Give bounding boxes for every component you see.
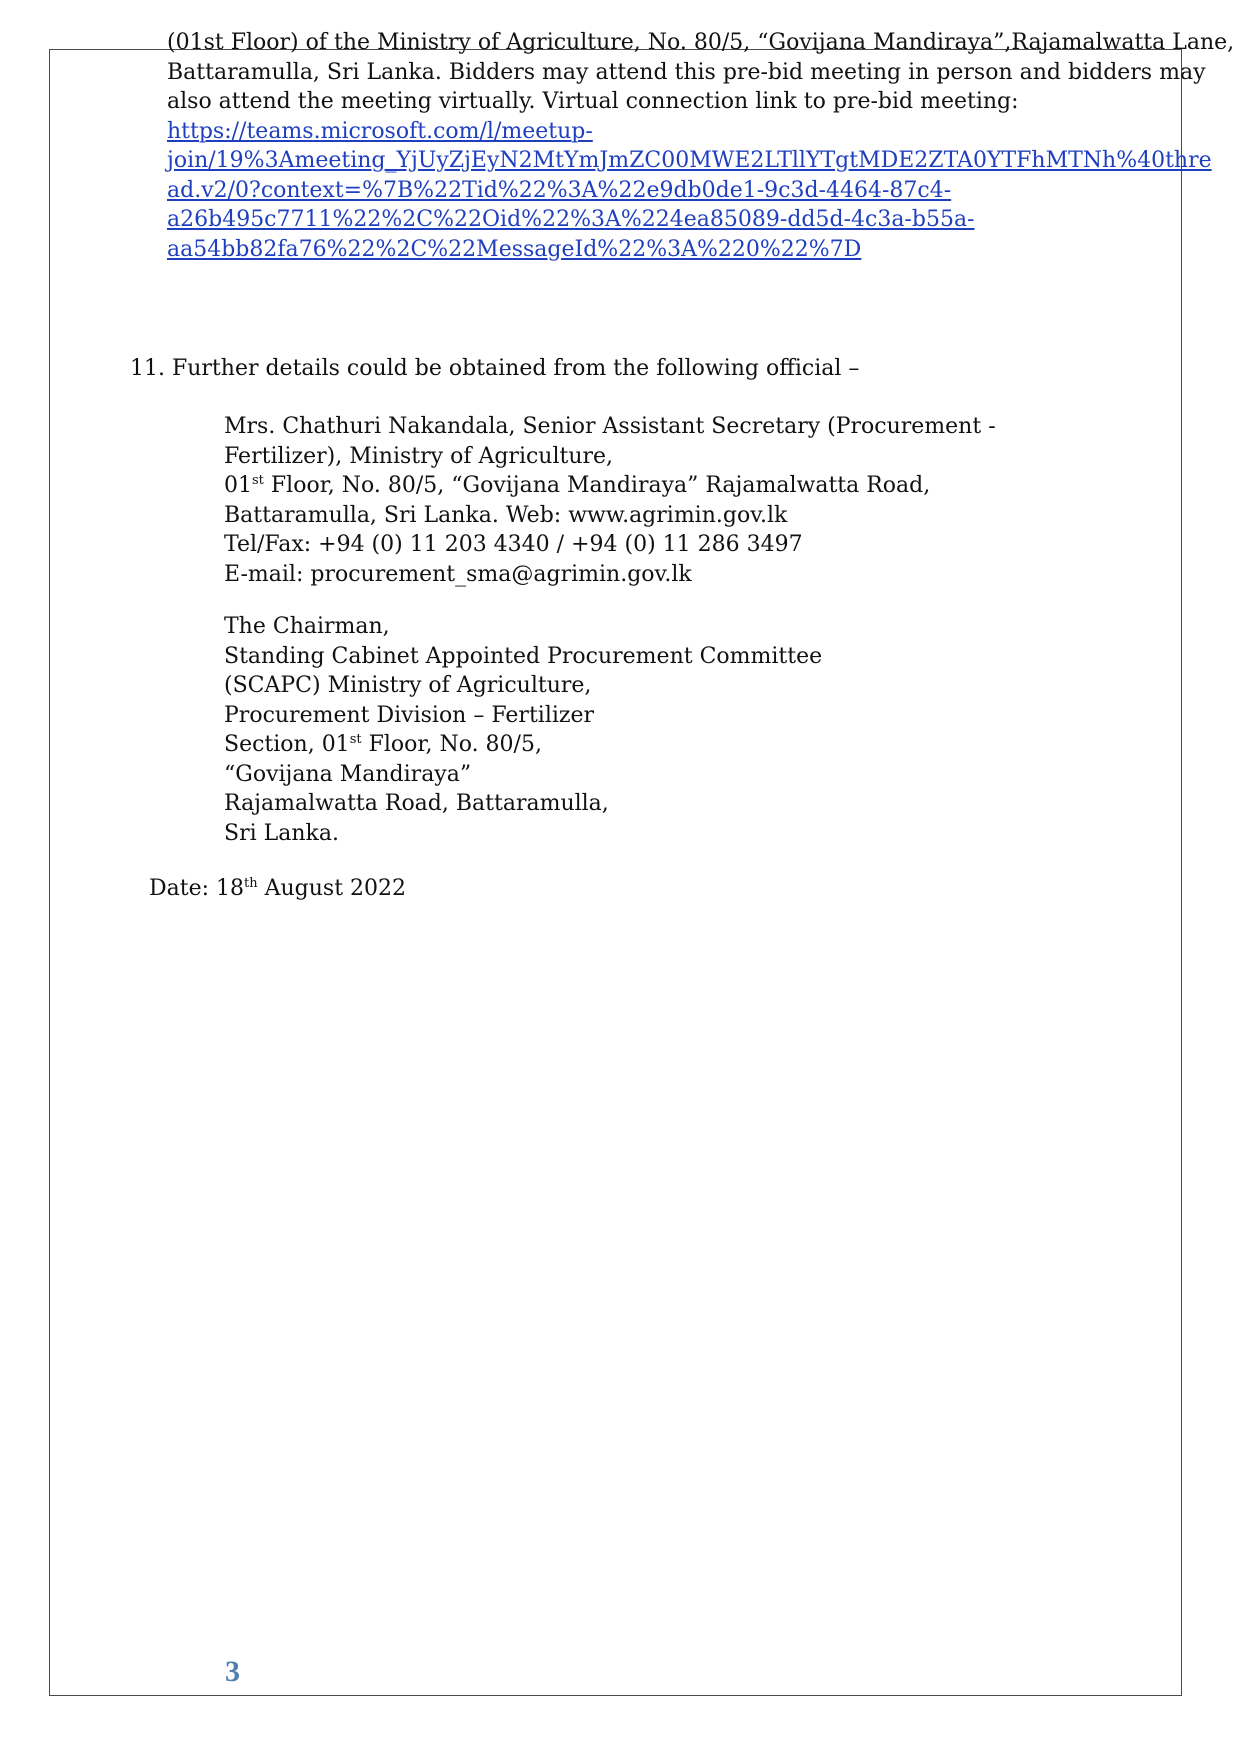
ordinal-suffix: st — [349, 732, 362, 747]
section-rest: Floor, No. 80/5, — [361, 732, 542, 757]
contact-phone: Tel/Fax: +94 (0) 11 203 4340 / +94 (0) 11 286 3497 — [224, 532, 803, 557]
contact-address — [224, 471, 996, 501]
contact-name: Mrs. Chathuri Nakandala, Senior Assistant Secretary (Procurement - — [224, 414, 996, 439]
address-rest: Floor, No. 80/5, “Govijana Mandiraya” Rajamalwatta Road, — [263, 473, 931, 498]
contact-line: Fertilizer), Ministry of Agriculture, — [224, 443, 614, 469]
chairman-line: Sri Lanka. — [224, 820, 339, 846]
chairman-line: Rajamalwatta Road, Battaramulla, — [224, 791, 609, 816]
ordinal-suffix: th — [244, 876, 258, 891]
document-date — [149, 874, 406, 904]
chairman-line — [224, 730, 822, 760]
chairman-address-block — [224, 612, 822, 848]
link-line[interactable]: https://teams.microsoft.com/l/meetup- — [167, 118, 593, 144]
page-number: 3 — [225, 1655, 240, 1688]
paragraph-line: (01st Floor) of the Ministry of Agriculture, No. 80/5, “Govijana Mandiraya”,Rajamalwatta Lane, — [167, 30, 1235, 55]
pre-bid-meeting-paragraph — [167, 28, 1234, 264]
item-11-heading: 11. Further details could be obtained from the following official – — [130, 356, 860, 381]
date-rest: August 2022 — [257, 876, 407, 901]
link-line[interactable]: ad.v2/0?context=%7B%22Tid%22%3A%22e9db0de1-9c3d-4464-87c4- — [167, 177, 952, 203]
link-line[interactable]: aa54bb82fa76%22%2C%22MessageId%22%3A%220%22%7D — [167, 236, 862, 262]
chairman-title: The Chairman, — [224, 614, 390, 639]
teams-meeting-link[interactable] — [167, 117, 1234, 265]
ordinal-suffix: st — [252, 473, 264, 488]
date-prefix: Date: 18 — [149, 876, 245, 901]
paragraph-line: Battaramulla, Sri Lanka. Bidders may attend this pre-bid meeting in person and bidders may — [167, 59, 1206, 85]
section-floor: Section, 01 — [224, 732, 350, 757]
chairman-line: Procurement Division – Fertilizer — [224, 702, 595, 728]
contact-official-block — [224, 412, 996, 589]
address-floor: 01 — [224, 473, 252, 498]
chairman-line: “Govijana Mandiraya” — [224, 761, 472, 787]
chairman-line: Standing Cabinet Appointed Procurement Committee — [224, 643, 823, 669]
page-border — [49, 49, 1182, 1696]
link-line[interactable]: a26b495c7711%22%2C%22Oid%22%3A%224ea85089-dd5d-4c3a-b55a- — [167, 207, 975, 232]
contact-email: E-mail: procurement_sma@agrimin.gov.lk — [224, 561, 692, 587]
contact-city-web: Battaramulla, Sri Lanka. Web: www.agrimin.gov.lk — [224, 502, 788, 528]
paragraph-line: also attend the meeting virtually. Virtual connection link to pre-bid meeting: — [167, 89, 1019, 114]
chairman-line: (SCAPC) Ministry of Agriculture, — [224, 673, 592, 698]
link-line[interactable]: join/19%3Ameeting_YjUyZjEyN2MtYmJmZC00MWE2LTllYTgtMDE2ZTA0YTFhMTNh%40thre — [167, 148, 1212, 173]
